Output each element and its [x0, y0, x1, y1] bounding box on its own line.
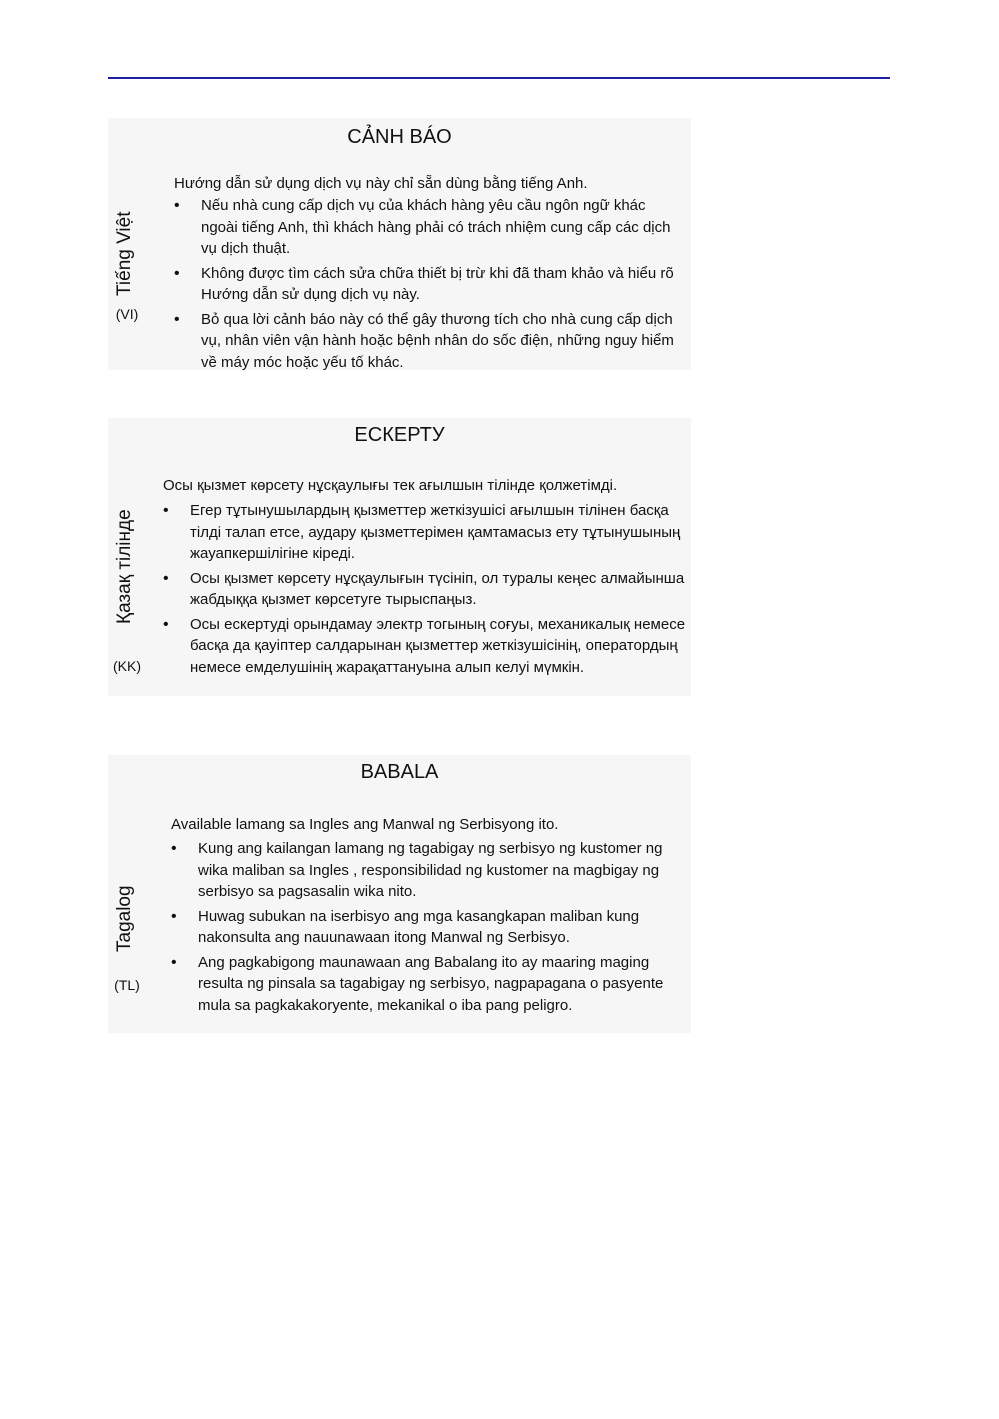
language-name: Tagalog [114, 885, 135, 953]
warning-bullet: • Егер тұтынушылардың қызметтер жеткізушісі ағылшын тілінен басқа тілді талап етсе, аудару қызметтерімен қамтамасыз ету тұтынушының жауапкершілігіне кіреді. [163, 500, 688, 565]
warning-block-vi [108, 118, 691, 370]
warning-intro: Осы қызмет көрсету нұсқаулығы тек ағылшын тілінде қолжетімді. [163, 477, 618, 494]
warning-bullet: • Kung ang kailangan lamang ng tagabigay ng serbisyo ng kustomer ng wika maliban sa Ingles , responsibilidad ng kustomer na magbigay ng serbisyo sa pagsasalin wika nito. [171, 838, 691, 903]
language-side-label [108, 118, 148, 370]
warning-title: BABALA [360, 761, 439, 783]
warning-bullet: • Không được tìm cách sửa chữa thiết bị trừ khi đã tham khảo và hiểu rõ Hướng dẫn sử dụng dịch vụ này. [174, 263, 684, 306]
language-code: (KK) [113, 658, 141, 674]
warning-bullet: • Ang pagkabigong maunawaan ang Babalang ito ay maaring maging resulta ng pinsala sa tagabigay ng serbisyo, nagpapagana o pasyente mula sa pagkakakoryente, mekanikal o iba pang peligro. [171, 952, 691, 1017]
warning-block-tl [108, 755, 691, 1033]
warning-bullet: • Huwag subukan na iserbisyo ang mga kasangkapan maliban kung nakonsulta ang nauunawaan itong Manwal ng Serbisyo. [171, 906, 691, 949]
language-name: Қазақ тілінде [114, 509, 135, 625]
language-code: (TL) [114, 977, 140, 993]
warning-bullet: • Bỏ qua lời cảnh báo này có thể gây thương tích cho nhà cung cấp dịch vụ, nhân viên vận hành hoặc bệnh nhân do sốc điện, những nguy hiểm về máy móc hoặc yếu tố khác. [174, 309, 684, 374]
warning-bullets [174, 195, 684, 376]
language-code: (VI) [115, 306, 139, 322]
warning-bullets [163, 500, 688, 681]
warning-bullet: • Осы қызмет көрсету нұсқаулығын түсініп, ол туралы кеңес алмайынша жабдыққа қызмет көрсетуге тырыспаңыз. [163, 568, 688, 611]
warning-title: CẢNH BÁO [347, 126, 452, 148]
warning-intro: Available lamang sa Ingles ang Manwal ng Serbisyong ito. [171, 816, 559, 833]
warning-bullet: • Nếu nhà cung cấp dịch vụ của khách hàng yêu cầu ngôn ngữ khác ngoài tiếng Anh, thì khách hàng phải có trách nhiệm cung cấp các dịch vụ dịch thuật. [174, 195, 684, 260]
warning-bullet: • Осы ескертуді орындамау электр тогының соғуы, механикалық немесе басқа да қауіптер салдарынан қызметтер жеткізушісінің, оператордың немесе емделушінің жарақаттануына алып келуі мүмкін. [163, 614, 688, 679]
warning-title: ЕСКЕРТУ [354, 424, 445, 446]
warning-bullets [171, 838, 691, 1019]
language-side-label [108, 418, 148, 696]
warning-intro: Hướng dẫn sử dụng dịch vụ này chỉ sẵn dùng bằng tiếng Anh. [174, 175, 588, 192]
language-name: Tiếng Việt [114, 211, 135, 297]
header-rule [108, 77, 890, 79]
language-side-label [108, 755, 148, 1033]
warning-block-kk [108, 418, 691, 696]
